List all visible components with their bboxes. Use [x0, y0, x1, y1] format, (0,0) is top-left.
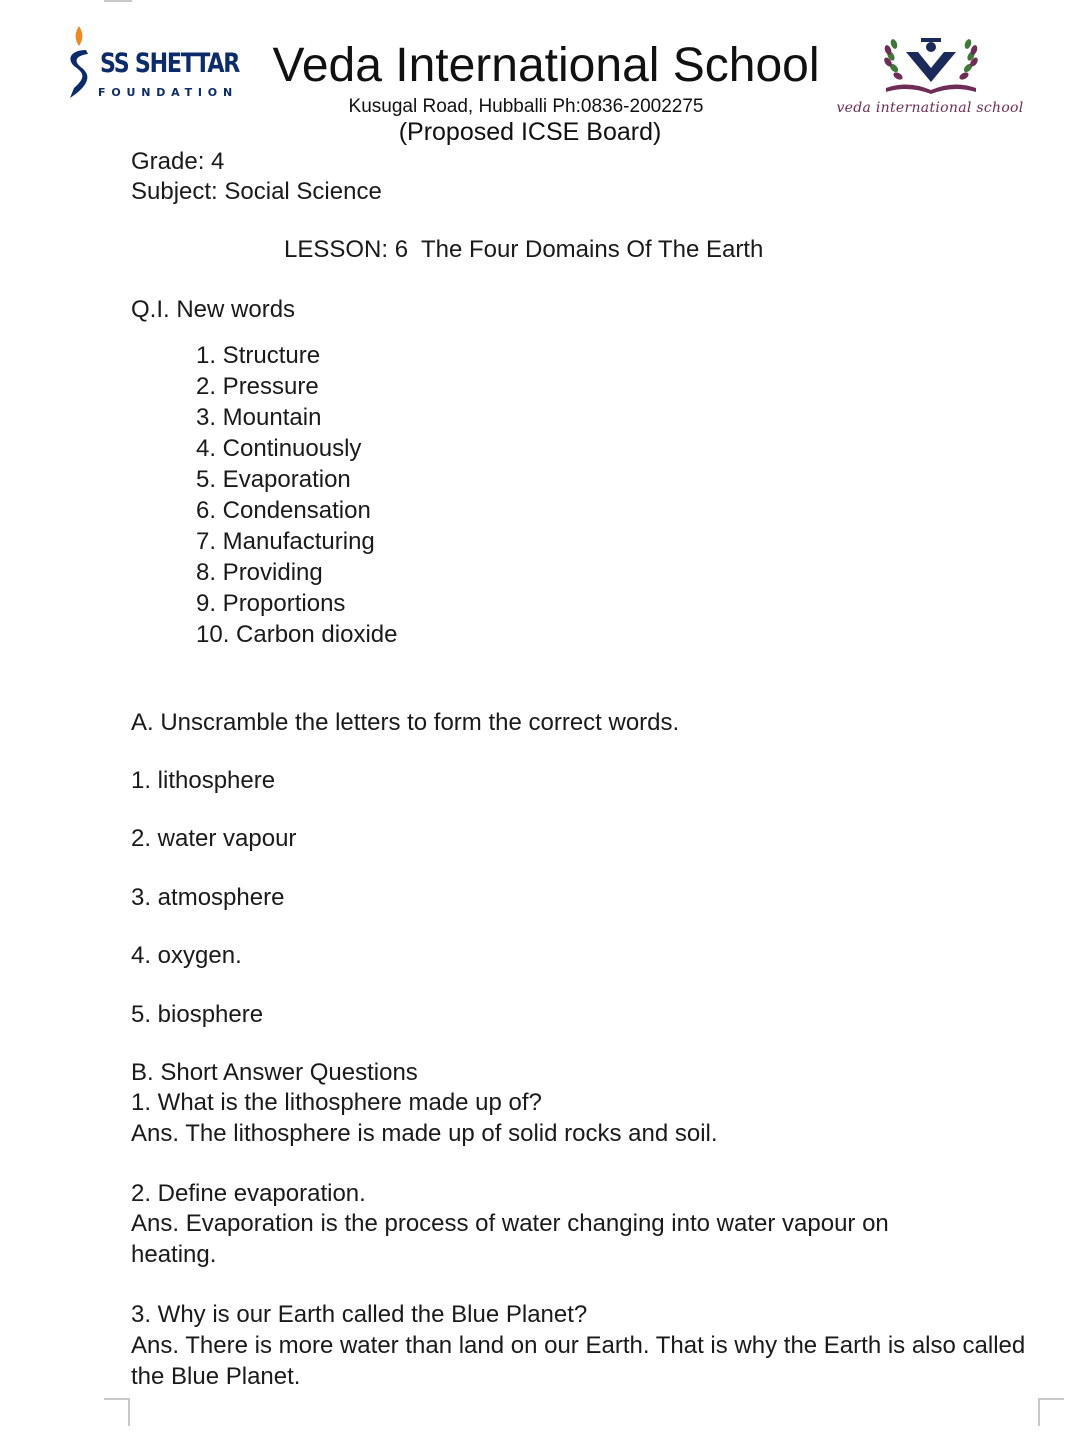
- unscramble-answer: 4. oxygen.: [131, 942, 242, 969]
- unscramble-answer: 1. lithosphere: [131, 767, 276, 794]
- answer-text: Ans. The lithosphere is made up of solid rocks and soil.: [131, 1120, 718, 1147]
- question-text: 2. Define evaporation.: [131, 1180, 366, 1207]
- short-answers-heading: B. Short Answer Questions: [131, 1059, 418, 1086]
- question-text: 1. What is the lithosphere made up of?: [131, 1089, 542, 1116]
- list-item: 7. Manufacturing: [196, 528, 375, 555]
- new-words-heading: Q.I. New words: [131, 296, 296, 323]
- list-item: 1. Structure: [196, 342, 321, 369]
- veda-logo: [836, 30, 1026, 122]
- graduate-laurel-book-icon: [836, 30, 1026, 102]
- list-item: 3. Mountain: [196, 404, 322, 431]
- school-name: Veda International School: [272, 39, 820, 92]
- new-words-list: [196, 340, 397, 650]
- unscramble-heading: A. Unscramble the letters to form the correct words.: [131, 709, 680, 736]
- list-item: 6. Condensation: [196, 497, 371, 524]
- crop-mark-top-left: [104, 0, 132, 2]
- answer-text: Ans. Evaporation is the process of water changing into water vapour on heating.: [131, 1210, 889, 1268]
- crop-mark-bottom-right: [1038, 1398, 1064, 1426]
- list-item: 5. Evaporation: [196, 466, 351, 493]
- list-item: 4. Continuously: [196, 435, 362, 462]
- grade-label: Grade: 4: [131, 148, 225, 175]
- lesson-title: LESSON: 6 The Four Domains Of The Earth: [284, 236, 764, 263]
- foundation-subtitle: FOUNDATION: [98, 86, 238, 99]
- list-item: 8. Providing: [196, 559, 323, 586]
- unscramble-answer: 3. atmosphere: [131, 884, 285, 911]
- crop-mark-bottom-left: [104, 1398, 130, 1426]
- question-text: 3. Why is our Earth called the Blue Planet?: [131, 1301, 588, 1328]
- school-board: (Proposed ICSE Board): [398, 118, 662, 146]
- answer-text: Ans. There is more water than land on our Earth. That is why the Earth is also called the Blue Planet.: [131, 1332, 1026, 1390]
- veda-logo-text: veda international school: [836, 100, 1024, 116]
- ss-shettar-title: SS SHETTAR: [100, 48, 240, 79]
- subject-label: Subject: Social Science: [131, 178, 382, 205]
- unscramble-answer: 5. biosphere: [131, 1001, 264, 1028]
- list-item: 10. Carbon dioxide: [196, 621, 398, 648]
- school-address: Kusugal Road, Hubballi Ph:0836-2002275: [348, 96, 704, 117]
- unscramble-answer: 2. water vapour: [131, 825, 297, 852]
- list-item: 9. Proportions: [196, 590, 346, 617]
- list-item: 2. Pressure: [196, 373, 319, 400]
